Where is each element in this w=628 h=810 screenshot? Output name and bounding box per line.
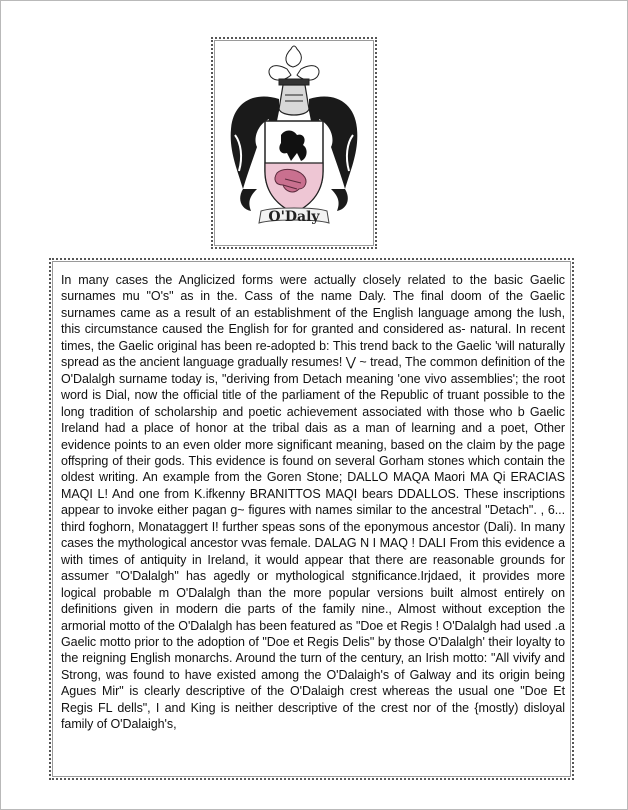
crest-caption: O'Daly xyxy=(268,209,320,225)
text-box-frame xyxy=(49,258,574,780)
body-paragraph: In many cases the Anglicized forms were actually closely related to the basic Gaelic surnames mu "O's" as in the. Cass of the name Daly. The final doom of the Gaelic surnames came as a result of an establishment of the English language among the lush, this circumstance caused the English for for granted and considered as- natural. In recent times, the Gaelic original has been re-adopted b: This trend back to the Gaelic 'will naturally spread as the ancient language gradually resumes! ⋁ ~ tread, The common definition of the O'Dalalgh surname today is, "deriving from Detach meaning 'one vivo assemblies'; the root word is Dial, now the official title of the parliament of the Republic of truant possible to the long tradition of scholarship and poetic achievement associated with those who b Gaelic Ireland had a place of honor at the tribal dais as a man of learning and a poet, Other evidence points to an even older more significant meaning, based on the claim by the page offspring of their gods. This evidence is found on several Gorham stones which contain the oldest writing. An example from the Goren Stone; DALLO MAQA Maori MA Qi ERACIAS MAQI L! And one from K.ifkenny BRANITTOS MAQI bears DDALLOS. These inscriptions appear to invoke either pagan g~ figures with names similar to the ancestral "Detach". , 6... third foghorn, Monataggert I! further speas sons of the eponymous ancestor (Dali). In many cases the mythological ancestor vvas female. DALAG N I MAQ ! DALI From this evidence a with times of antiquity in Ireland, it would appear that there are reasonable grounds for assumer "O'Dalalgh" has agedly or mythological stgnificance.Irjdaed, it provides more logical probable m O'Dalalgh than the more popular versions built almost entirely on definitions given in modern die parts of the family nine., Almost without exception the armorial motto of the O'Dalalgh has been featured as "Doe et Regis ! O'Dalalgh had used .a Gaelic motto prior to the adoption of "Doe et Regis Delis" by those O'Dalalgh' their loyalty to the reigning English monarchs. Around the turn of the century, an Irish motto: "All vivify and Strong, was found to have existed among the O'Dalaigh's of Galway and its origin being Agues Mir" is clearly descriptive of the O'Dalaigh crest whereas the usual one "Doe Et Regis FL dells", I and King is neither descriptive of the crest nor of the {mostly) disloyal family of O'Dalaigh's, xyxy=(61,273,565,732)
coat-of-arms-image xyxy=(213,39,375,247)
coat-of-arms-frame xyxy=(211,37,377,249)
